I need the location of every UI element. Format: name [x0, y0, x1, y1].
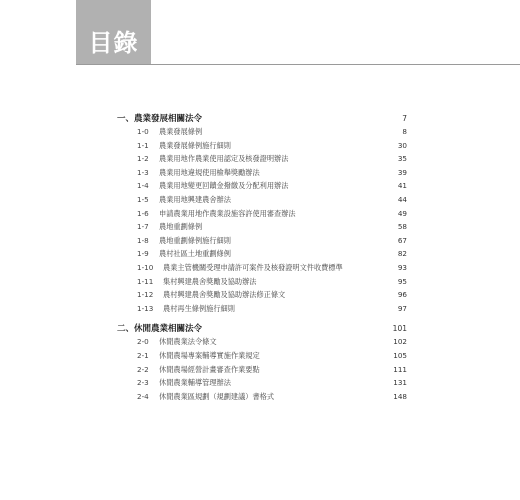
toc-entry[interactable] — [117, 139, 407, 153]
toc-entry-page: 8 — [402, 127, 407, 136]
title-block — [76, 0, 151, 64]
toc-entry-label: 農業用地變更回饋金撥繳及分配利用辦法 — [159, 181, 289, 191]
toc-entry-label: 農業發展條例施行細則 — [159, 140, 231, 150]
toc-entry-label: 休閒農業區規劃（規劃建議）書格式 — [159, 391, 275, 401]
toc-entry-code: 1-3 — [137, 167, 149, 177]
toc-entry-page: 102 — [393, 337, 407, 347]
toc-entry-code: 1-7 — [137, 222, 149, 232]
section-heading-page: 7 — [402, 114, 407, 123]
toc-entry-code: 1-0 — [137, 127, 149, 136]
toc-entry-page: 105 — [393, 350, 407, 360]
section-heading-label: 一、農業發展相關法令 — [117, 114, 203, 124]
toc-entry-label: 農地重劃條例施行細則 — [159, 235, 231, 245]
section-heading[interactable] — [117, 322, 407, 335]
section-heading-label: 二、休閒農業相關法令 — [117, 324, 203, 335]
toc-entry-page: 93 — [397, 262, 407, 272]
toc-entry-code: 1-2 — [137, 154, 149, 164]
toc-entry-label: 農業用地違規使用檢舉獎勵辦法 — [159, 167, 260, 177]
toc-entry-page: 41 — [397, 181, 407, 191]
toc-entry-code: 1-12 — [137, 290, 154, 300]
toc-entry-label: 農地重劃條例 — [159, 222, 203, 232]
toc-entry-code: 1-11 — [137, 276, 154, 286]
toc-entry-page: 111 — [393, 364, 407, 374]
toc-entry[interactable] — [117, 302, 407, 316]
toc-entry[interactable] — [117, 207, 407, 221]
section-heading[interactable] — [117, 112, 407, 125]
toc-entry-label: 休閒農場專案輔導實施作業規定 — [159, 350, 260, 360]
toc-entry-code: 1-5 — [137, 194, 149, 204]
toc-entry-label: 農業主管機關受理申請許可案件及核發證明文件收費標準 — [163, 262, 343, 272]
toc-entry-code: 1-8 — [137, 235, 149, 245]
toc-entry[interactable] — [117, 193, 407, 207]
toc-entry-code: 1-4 — [137, 181, 149, 191]
toc-entry-label: 申請農業用地作農業設施容許使用審查辦法 — [159, 208, 296, 218]
toc-entry-code: 1-1 — [137, 140, 149, 150]
toc-entry[interactable] — [117, 125, 407, 139]
toc-entry-page: 30 — [397, 140, 407, 150]
toc-entry-label: 農村興建農舍獎勵及協助辦法修正條文 — [163, 290, 286, 300]
toc-entry[interactable] — [117, 335, 407, 349]
toc-entry[interactable] — [117, 390, 407, 404]
toc-entry-page: 44 — [397, 194, 407, 204]
toc-entry[interactable] — [117, 179, 407, 193]
toc-entry-label: 農村再生條例施行細則 — [163, 303, 235, 313]
toc-entry-code: 1-13 — [137, 303, 154, 313]
toc-entry-page: 67 — [397, 235, 407, 245]
toc-entry-page: 49 — [397, 208, 407, 218]
toc-entry-label: 休閒農業輔導管理辦法 — [159, 378, 231, 388]
toc-entry-code: 1-10 — [137, 262, 154, 272]
toc-entry-page: 35 — [397, 154, 407, 164]
toc-entry-label: 集村興建農舍獎勵及協助辦法 — [163, 276, 257, 286]
toc-entry[interactable] — [117, 275, 407, 289]
header-rule — [76, 64, 520, 65]
toc-entry[interactable] — [117, 363, 407, 377]
toc-entry-label: 休閒農業法令條文 — [159, 337, 217, 347]
toc-entry-page: 148 — [393, 391, 407, 401]
toc-entry-code: 1-9 — [137, 249, 149, 259]
toc-entry[interactable] — [117, 247, 407, 261]
toc-entry-code: 2-2 — [137, 364, 149, 374]
table-of-contents — [117, 112, 407, 403]
toc-entry[interactable] — [117, 349, 407, 363]
toc-entry[interactable] — [117, 220, 407, 234]
toc-entry-page: 97 — [397, 303, 407, 313]
section-gap — [117, 315, 407, 322]
toc-entry-code: 1-6 — [137, 208, 149, 218]
toc-entry-page: 95 — [397, 276, 407, 286]
page-title: 目錄 — [88, 29, 139, 57]
toc-entry-label: 農業用地作農業使用認定及核發證明辦法 — [159, 154, 289, 164]
toc-entry-page: 39 — [397, 167, 407, 177]
toc-entry-label: 農業發展條例 — [159, 127, 203, 136]
toc-entry-label: 農村社區土地重劃條例 — [159, 249, 231, 259]
toc-entry-page: 58 — [397, 222, 407, 232]
toc-entry-code: 2-0 — [137, 337, 149, 347]
toc-entry[interactable] — [117, 288, 407, 302]
toc-entry-code: 2-1 — [137, 350, 149, 360]
toc-entry-code: 2-4 — [137, 391, 149, 401]
toc-entry[interactable] — [117, 234, 407, 248]
toc-entry-page: 82 — [397, 249, 407, 259]
toc-entry-code: 2-3 — [137, 378, 149, 388]
toc-entry-label: 農業用地興建農舍辦法 — [159, 194, 231, 204]
section-heading-page: 101 — [392, 324, 407, 334]
toc-entry[interactable] — [117, 376, 407, 390]
toc-entry-label: 休閒農場經營計畫審查作業要點 — [159, 364, 260, 374]
toc-entry[interactable] — [117, 152, 407, 166]
toc-entry[interactable] — [117, 166, 407, 180]
toc-entry-page: 131 — [393, 378, 407, 388]
toc-entry-page: 96 — [397, 290, 407, 300]
toc-entry[interactable] — [117, 261, 407, 275]
